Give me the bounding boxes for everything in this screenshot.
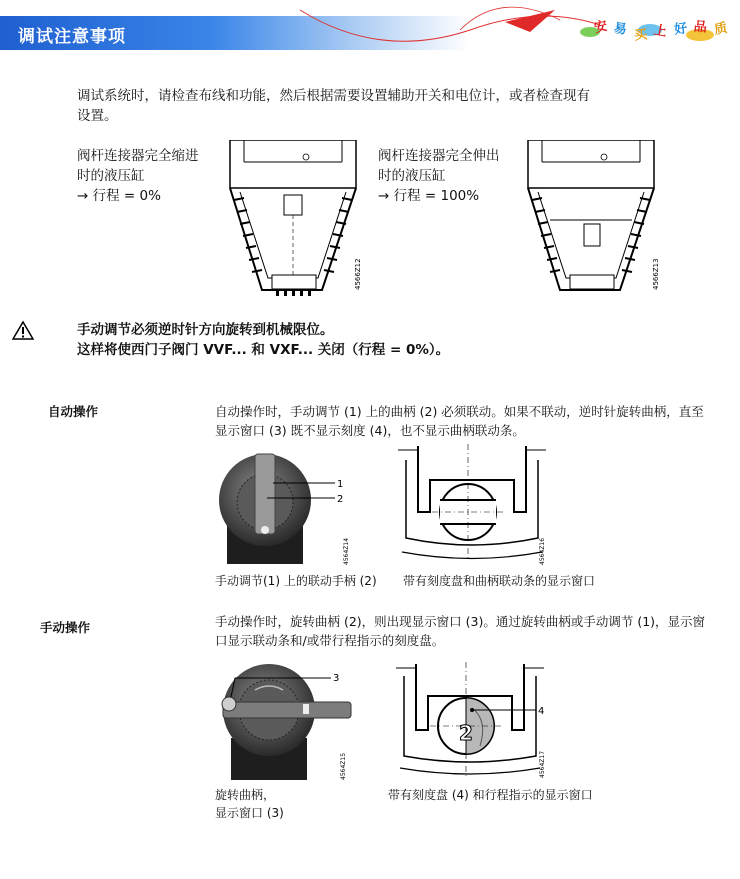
cylinder-retracted-diagram bbox=[222, 140, 372, 302]
paper-plane-icon bbox=[505, 10, 555, 32]
callout-3: 3 bbox=[333, 673, 340, 684]
figure-code: 4566Z12 bbox=[354, 258, 362, 290]
retracted-text: 阀杆连接器完全缩进 时的液压缸 → 行程 = 0% bbox=[77, 148, 199, 204]
figure-code: 4564Z16 bbox=[539, 537, 546, 565]
brand-char: 买 bbox=[633, 27, 648, 44]
warning-triangle-icon bbox=[12, 320, 34, 340]
figure-code: 4564Z15 bbox=[340, 752, 347, 780]
stroke-indicator-digit: 2 bbox=[459, 721, 473, 745]
manual-section-label: 手动操作 bbox=[40, 620, 91, 635]
display-window-diagram bbox=[392, 440, 552, 570]
brand-char: 质 bbox=[713, 20, 729, 38]
brand-char: 上 bbox=[652, 22, 668, 40]
brand-char: 易 bbox=[612, 21, 628, 38]
auto-description: 自动操作时，手动调节 (1) 上的曲柄 (2) 必须联动。如果不联动，逆时针旋转曲柄，直至 显示窗口 (3) 既不显示刻度 (4)，也不显示曲柄联动条。 bbox=[215, 404, 704, 438]
intro-text: 调试系统时，请检查布线和功能，然后根据需要设置辅助开关和电位计，或者检查现有 设置。 bbox=[77, 88, 590, 124]
extended-text: 阀杆连接器完全伸出 时的液压缸 → 行程 = 100% bbox=[378, 148, 500, 204]
display-window-dial-diagram bbox=[388, 660, 558, 785]
figure-code: 4566Z13 bbox=[652, 258, 660, 290]
auto-window-caption: 带有刻度盘和曲柄联动条的显示窗口 bbox=[403, 574, 596, 588]
brand-char: 安 bbox=[592, 18, 609, 37]
warning-text: 手动调节必须逆时针方向旋转到机械限位。 这样将使西门子阀门 VVF... 和 VXF... 关闭（行程 = 0%）。 bbox=[77, 322, 450, 358]
manual-description: 手动操作时，旋转曲柄 (2)，则出现显示窗口 (3)。通过旋转曲柄或手动调节 (1)，显示窗 口显示联动条和/或带行程指示的刻度盘。 bbox=[215, 614, 706, 648]
callout-4: 4 bbox=[538, 706, 545, 717]
callout-2: 2 bbox=[337, 494, 344, 505]
callout-1: 1 bbox=[337, 479, 344, 490]
auto-section-label: 自动操作 bbox=[48, 404, 99, 419]
auto-photo-caption: 手动调节(1) 上的联动手柄 (2) bbox=[215, 574, 377, 588]
cylinder-extended-diagram bbox=[520, 140, 670, 302]
brand-char: 好 bbox=[673, 21, 689, 38]
brand-char: 品 bbox=[693, 19, 708, 36]
manual-adjuster-photo bbox=[215, 450, 360, 570]
manual-window-caption: 带有刻度盘 (4) 和行程指示的显示窗口 bbox=[388, 788, 593, 802]
rotating-crank-photo bbox=[215, 660, 360, 785]
figure-code: 4564Z17 bbox=[539, 750, 546, 778]
manual-photo-caption: 旋转曲柄， 显示窗口 (3) bbox=[215, 788, 284, 820]
figure-code: 4564Z14 bbox=[343, 537, 350, 565]
brand-slogan bbox=[590, 8, 740, 48]
page-title: 调试注意事项 bbox=[18, 27, 126, 47]
